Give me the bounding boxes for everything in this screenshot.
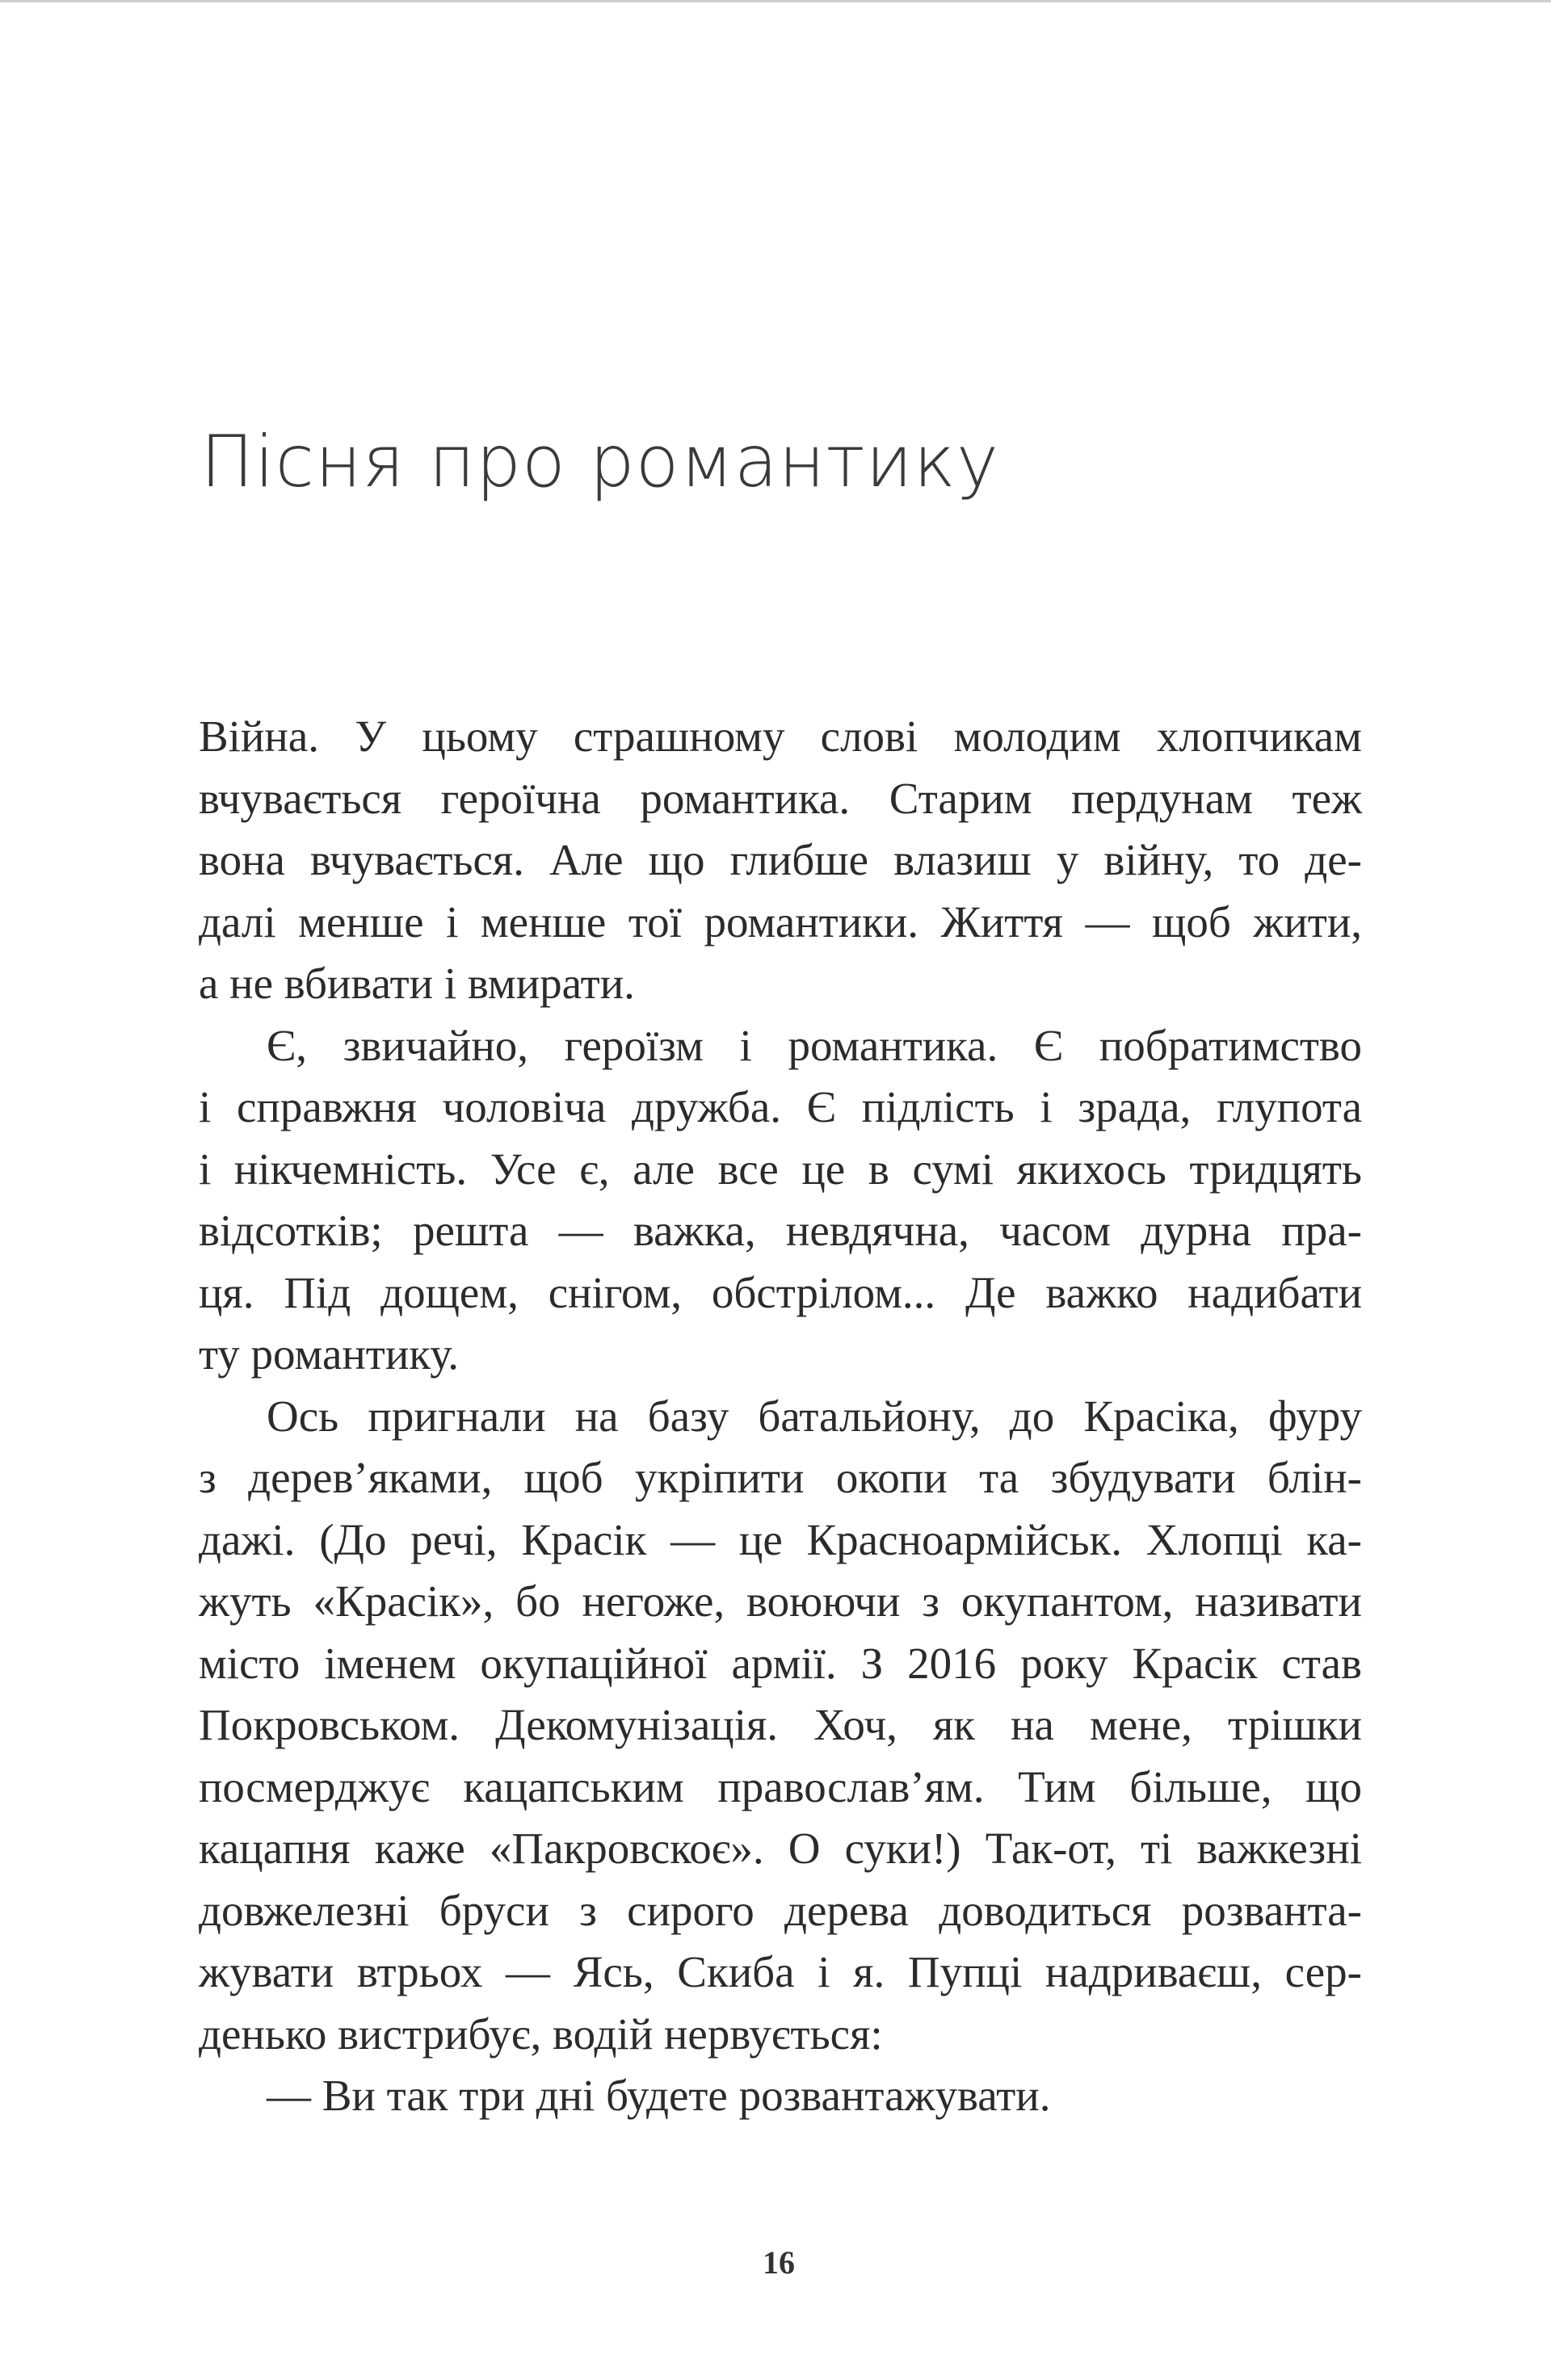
text-line: дажі. (До речі, Красік — це Красноармійськ. Хлопці ка- [199,1514,1362,1564]
chapter-body [199,706,1362,2127]
paragraph [199,1015,1362,1386]
text-line: і справжня чоловіча дружба. Є підлість і зрада, глупота [199,1082,1362,1131]
chapter-title: Пісня про романтику [200,420,999,503]
paragraph [199,2065,1362,2127]
text-line: Ось пригнали на базу батальйону, до Красіка, фуру [267,1391,1362,1441]
text-line: Є, звичайно, героїзм і романтика. Є побратимство [267,1020,1362,1070]
paragraph [199,706,1362,1015]
text-line: жувати втрьох — Ясь, Скиба і я. Пупці надриваєш, сер- [199,1947,1362,1996]
text-line: далі менше і менше тої романтики. Життя — щоб жити, [199,896,1362,947]
text-line: Війна. У цьому страшному слові молодим хлопчикам [199,711,1362,761]
text-line: довжелезні бруси з сирого дерева доводиться розванта- [199,1885,1362,1935]
text-line: денько вистрибує, водій нервується: [199,2009,883,2059]
text-line: ця. Під дощем, снігом, обстрілом... Де важко надибати [199,1267,1362,1317]
text-line: місто іменем окупаційної армії. З 2016 року Красік став [199,1638,1362,1688]
page-number: 16 [763,2244,795,2281]
text-line: жуть «Красік», бо негоже, воюючи з окупантом, називати [199,1576,1362,1626]
text-line: з дерев’яками, щоб укріпити окопи та збудувати блін- [199,1453,1362,1502]
text-line: відсотків; решта — важка, невдячна, часом дурна пра- [199,1206,1362,1255]
text-line: — Ви так три дні будете розвантажувати. [267,2071,1051,2120]
text-line: і нікчемність. Усе є, але все це в сумі якихось тридцять [199,1144,1362,1194]
text-line: а не вбивати і вмирати. [199,959,635,1008]
text-line: кацапня каже «Пакровскоє». О суки!) Так-от, ті важкезні [199,1824,1362,1873]
page-top-border [0,0,1551,2]
text-line: вчувається героїчна романтика. Старим пердунам теж [199,773,1362,823]
text-line: посмерджує кацапським православ’ям. Тим більше, що [199,1761,1362,1811]
text-line: Покровськом. Декомунізація. Хоч, як на мене, трішки [199,1700,1362,1749]
paragraph [199,1386,1362,2066]
text-line: вона вчувається. Але що глибше влазиш у війну, то де- [199,835,1362,884]
text-line: ту романтику. [199,1329,459,1379]
